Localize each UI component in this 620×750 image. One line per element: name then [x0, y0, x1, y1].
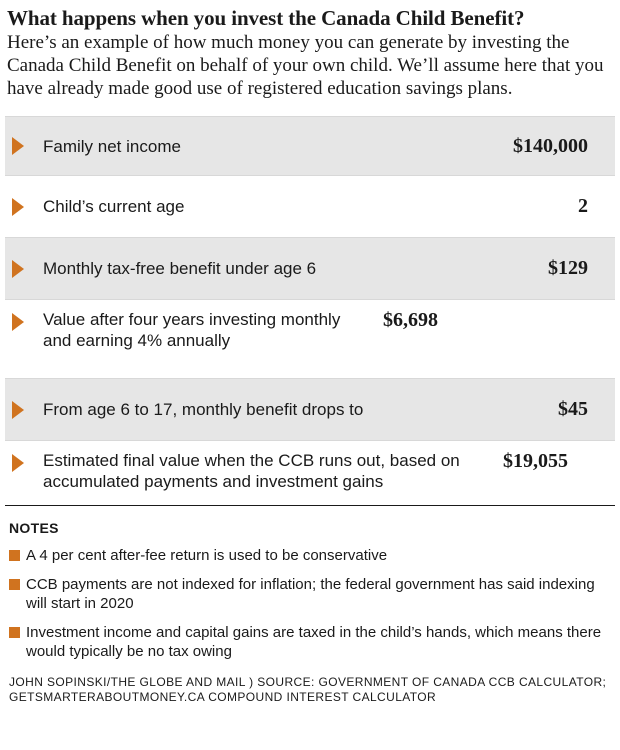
square-bullet-icon: [9, 627, 20, 638]
note-text: CCB payments are not indexed for inflation; the federal government has said indexing will start in 2020: [26, 576, 595, 612]
divider: [5, 505, 615, 506]
infographic-title: What happens when you invest the Canada Child Benefit?: [7, 6, 525, 30]
triangle-arrow-icon: [12, 260, 24, 278]
row-value: $45: [558, 398, 588, 420]
triangle-arrow-icon: [12, 198, 24, 216]
row-label: Estimated final value when the CCB runs out, based on accumulated payments and investment gains: [43, 451, 460, 491]
note-item: [9, 546, 615, 565]
row-family-net-income: [5, 116, 615, 175]
row-final-value: [5, 440, 615, 505]
source-credit: JOHN SOPINSKI/THE GLOBE AND MAIL ) SOURCE: GOVERNMENT OF CANADA CCB CALCULATOR; GETSMARTERABOUTMONEY.CA COMPOUND INTEREST CALCULATOR: [9, 675, 607, 704]
notes-heading: NOTES: [9, 520, 59, 536]
row-label: Monthly tax-free benefit under age 6: [43, 259, 317, 278]
triangle-arrow-icon: [12, 454, 24, 472]
infographic-subtitle: Here’s an example of how much money you can generate by investing the Canada Child Benefit on behalf of your own child. We’ll assume here that you have already made good use of registered education savings plans.: [7, 32, 604, 99]
row-child-age: [5, 175, 615, 237]
square-bullet-icon: [9, 579, 20, 590]
note-text: Investment income and capital gains are taxed in the child’s hands, which means there would typically be no tax owing: [26, 624, 602, 660]
row-value: $19,055: [503, 450, 568, 472]
row-label: Family net income: [43, 136, 181, 156]
note-text: A 4 per cent after-fee return is used to be conservative: [26, 547, 388, 564]
row-value: $129: [548, 257, 588, 279]
data-rows: [5, 116, 615, 505]
infographic: [5, 0, 615, 705]
row-value: 2: [578, 195, 588, 217]
row-value: $140,000: [513, 134, 588, 157]
row-label: Child’s current age: [43, 197, 185, 216]
square-bullet-icon: [9, 550, 20, 561]
row-benefit-drop: [5, 378, 615, 440]
triangle-arrow-icon: [12, 137, 24, 155]
row-label: Value after four years investing monthly and earning 4% annually: [43, 310, 341, 350]
triangle-arrow-icon: [12, 313, 24, 331]
row-value: $6,698: [383, 309, 438, 331]
row-monthly-benefit: [5, 237, 615, 299]
triangle-arrow-icon: [12, 401, 24, 419]
note-item: [9, 623, 615, 661]
row-label: From age 6 to 17, monthly benefit drops to: [43, 400, 364, 419]
note-item: [9, 575, 615, 613]
row-four-year-value: [5, 299, 615, 378]
